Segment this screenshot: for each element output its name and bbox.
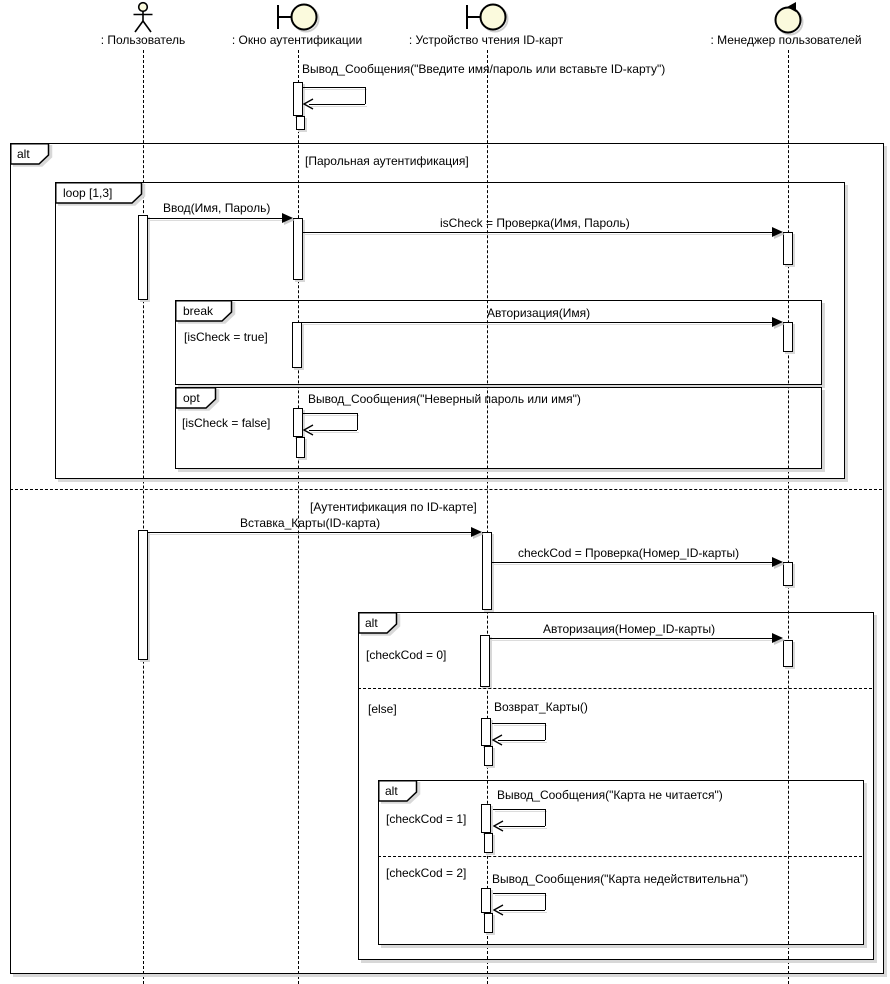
open-arrowhead-icon — [493, 904, 504, 916]
self-message-line — [493, 809, 545, 810]
message-label-wrong-password: Вывод_Сообщения("Неверный пароль или имя") — [308, 392, 581, 406]
control-icon — [769, 0, 809, 36]
activation-bar — [293, 82, 303, 116]
self-message-line — [545, 893, 546, 910]
open-arrowhead-icon — [303, 98, 314, 110]
boundary-icon — [465, 1, 509, 35]
sync-arrowhead-icon — [772, 633, 783, 643]
lifeline-label-user: : Пользователь — [100, 33, 186, 47]
guard-idcard-auth: [Аутентификация по ID-карте] — [310, 500, 477, 514]
message-label-input: Ввод(Имя, Пароль) — [163, 201, 271, 215]
message-label-check: isCheck = Проверка(Имя, Пароль) — [440, 216, 630, 230]
message-label-prompt: Вывод_Сообщения("Введите имя/пароль или вставьте ID-карту") — [302, 62, 666, 76]
fragment-operator-pentagon — [378, 780, 418, 802]
fragment-operator-pentagon — [10, 143, 50, 165]
self-message-line — [492, 723, 545, 724]
fragment-operator: alt — [364, 615, 378, 630]
fragment-operator: loop [1,3] — [62, 185, 112, 200]
activation-bar — [296, 116, 305, 130]
fragment-operator: opt — [182, 390, 200, 405]
self-message-line — [499, 826, 545, 827]
message-line — [492, 562, 772, 563]
sync-arrowhead-icon — [772, 317, 783, 327]
boundary-icon — [276, 1, 320, 35]
message-line — [490, 638, 772, 639]
message-label-card-unreadable: Вывод_Сообщения("Карта не читается") — [497, 788, 723, 802]
message-line — [302, 322, 772, 323]
self-message-line — [545, 723, 546, 740]
message-label-check-card: checkCod = Проверка(Номер_ID-карты) — [518, 546, 740, 560]
guard-checkcod-0: [checkCod = 0] — [366, 648, 447, 662]
lifeline-label-auth-window: : Окно аутентификации — [231, 33, 363, 47]
lifeline-label-card-reader: : Устройство чтения ID-карт — [408, 33, 564, 47]
self-message-line — [303, 413, 357, 414]
fragment-divider — [10, 489, 882, 490]
message-label-card-invalid: Вывод_Сообщения("Карта недействительна") — [492, 872, 749, 886]
sync-arrowhead-icon — [471, 527, 482, 537]
message-line — [148, 532, 471, 533]
sync-arrowhead-icon — [772, 227, 783, 237]
self-message-line — [493, 893, 545, 894]
guard-else: [else] — [368, 702, 397, 716]
fragment-operator: break — [182, 303, 213, 318]
message-label-insert-card: Вставка_Карты(ID-карта) — [240, 516, 381, 530]
fragment-operator-pentagon — [358, 612, 398, 634]
sync-arrowhead-icon — [282, 213, 293, 223]
message-label-return-card: Возврат_Карты() — [494, 700, 588, 714]
self-message-line — [303, 87, 365, 88]
message-label-authorize-name: Авторизация(Имя) — [487, 306, 591, 320]
fragment-alt-inner — [378, 780, 864, 945]
fragment-operator-pentagon — [175, 387, 217, 409]
open-arrowhead-icon — [492, 734, 503, 746]
guard-checkcod-2: [checkCod = 2] — [386, 866, 467, 880]
message-line — [303, 232, 772, 233]
fragment-operator: alt — [16, 146, 30, 161]
fragment-divider — [358, 688, 872, 689]
fragment-divider — [378, 856, 862, 857]
guard-password-auth: [Парольная аутентификация] — [305, 154, 469, 168]
guard-ischeck-true: [isCheck = true] — [184, 330, 268, 344]
message-line — [148, 218, 283, 219]
self-message-line — [499, 910, 545, 911]
fragment-operator-pentagon — [55, 182, 143, 204]
actor-icon — [129, 1, 157, 34]
message-label-authorize-card: Авторизация(Номер_ID-карты) — [543, 622, 716, 636]
self-message-line — [365, 87, 366, 104]
self-message-line — [357, 413, 358, 430]
guard-checkcod-1: [checkCod = 1] — [386, 812, 467, 826]
self-message-line — [545, 809, 546, 826]
self-message-line — [498, 740, 545, 741]
fragment-operator: alt — [384, 783, 398, 798]
sync-arrowhead-icon — [772, 557, 783, 567]
lifeline-label-user-manager: : Менеджер пользователей — [710, 33, 862, 47]
guard-ischeck-false: [isCheck = false] — [182, 416, 271, 430]
open-arrowhead-icon — [493, 820, 504, 832]
self-message-line — [309, 430, 357, 431]
open-arrowhead-icon — [303, 424, 314, 436]
fragment-operator-pentagon — [175, 300, 233, 322]
self-message-line — [309, 104, 365, 105]
